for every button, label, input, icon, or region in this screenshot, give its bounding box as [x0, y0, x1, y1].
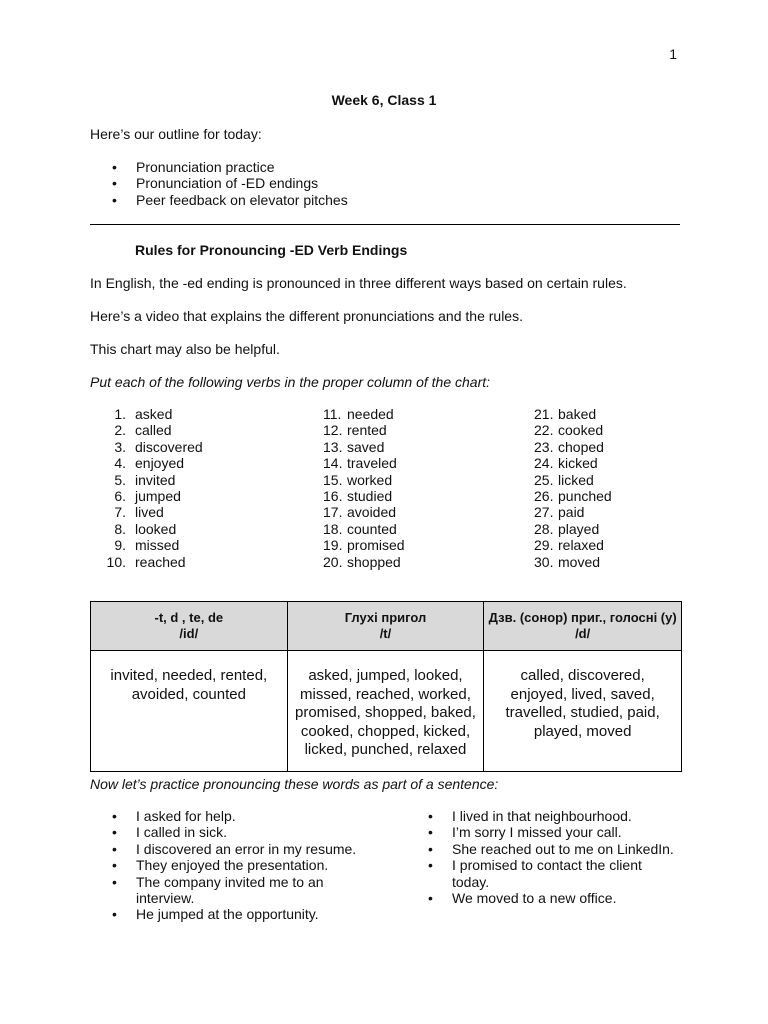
verb-item [102, 504, 203, 520]
page-number: 1 [669, 46, 677, 62]
verb-word: promised [347, 537, 405, 554]
chart-header-cell: Дзв. (сонор) приг., голосні (у) /d/ [484, 602, 682, 651]
verb-number: 29. [534, 537, 554, 554]
verb-item [102, 537, 203, 553]
verb-word: jumped [135, 488, 181, 505]
verb-number: 1. [114, 406, 126, 422]
practice-sentence: • We moved to a new office. [406, 890, 706, 906]
verb-item [534, 537, 612, 553]
instruction-text: Put each of the following verbs in the proper column of the chart: [90, 374, 491, 390]
chart-header-cell: -t, d , te, de /id/ [91, 602, 288, 651]
verb-number: 13. [323, 438, 343, 455]
video-paragraph: Here’s a video that explains the different pronunciations and the rules. [90, 308, 523, 324]
verb-number: 8. [114, 520, 126, 537]
verb-word: lived [135, 504, 164, 521]
verb-word: discovered [135, 438, 203, 455]
page-title: Week 6, Class 1 [331, 92, 437, 108]
verb-word: called [135, 422, 172, 439]
verb-word: worked [347, 471, 393, 488]
verb-word: studied [347, 488, 393, 505]
verb-number: 4. [114, 455, 126, 472]
verb-word: avoided [347, 504, 397, 521]
practice-instruction: Now let’s practice pronouncing these words as part of a sentence: [90, 776, 499, 792]
practice-list-right [406, 808, 706, 906]
verb-word: paid [558, 504, 585, 521]
verb-item [323, 537, 405, 553]
practice-sentence: • The company invited me to an interview. [90, 874, 336, 907]
verb-word: licked [558, 471, 594, 488]
practice-sentence: • I’m sorry I missed your call. [406, 824, 706, 840]
verb-list-column-1 [102, 406, 203, 570]
verb-number: 17. [323, 504, 343, 521]
verb-number: 3. [114, 438, 126, 455]
verb-list-column-2 [323, 406, 405, 570]
verb-number: 19. [323, 537, 343, 554]
verb-number: 14. [323, 455, 343, 472]
verb-number: 30. [534, 553, 554, 570]
verb-word: reached [135, 553, 186, 570]
verb-word: kicked [558, 455, 598, 472]
verb-item [102, 472, 203, 488]
practice-sentence: • He jumped at the opportunity. [90, 906, 390, 922]
verb-number: 26. [534, 488, 554, 505]
verb-word: baked [558, 406, 597, 422]
verb-item [534, 455, 612, 471]
verb-item [323, 521, 405, 537]
rules-paragraph: In English, the -ed ending is pronounced in three different ways based on certain rules. [90, 275, 627, 291]
verb-word: punched [558, 488, 612, 505]
verb-word: asked [135, 406, 173, 422]
verb-word: moved [558, 553, 601, 570]
verb-item [534, 406, 612, 422]
verb-item [102, 422, 203, 438]
verb-number: 23. [534, 438, 554, 455]
verb-number: 7. [114, 504, 126, 521]
verb-number: 12. [323, 422, 343, 439]
verb-item [323, 455, 405, 471]
practice-sentence: • They enjoyed the presentation. [90, 857, 390, 873]
verb-word: rented [347, 422, 387, 439]
verb-item [323, 554, 405, 570]
verb-number: 28. [534, 520, 554, 537]
verb-number: 9. [114, 537, 126, 554]
practice-sentence: • I promised to contact the client today. [406, 857, 652, 890]
verb-word: missed [135, 537, 180, 554]
verb-item [102, 406, 203, 422]
verb-item [102, 554, 203, 570]
verb-number: 15. [323, 471, 343, 488]
verb-word: needed [347, 406, 394, 422]
chart-cell-d: called, discovered, enjoyed, lived, saved, travelled, studied, paid, played, moved [484, 651, 682, 772]
section-divider [90, 224, 680, 225]
verb-word: relaxed [558, 537, 604, 554]
outline-intro: Here’s our outline for today: [90, 126, 262, 142]
outline-item: • Pronunciation practice [90, 159, 390, 175]
chart-header-row [91, 602, 682, 651]
chart-body-row [91, 651, 682, 772]
verb-word: played [558, 520, 600, 537]
verb-item [534, 422, 612, 438]
verb-item [534, 439, 612, 455]
rules-heading: Rules for Pronouncing -ED Verb Endings [135, 242, 408, 258]
verb-word: saved [347, 438, 385, 455]
verb-number: 22. [534, 422, 554, 439]
verb-word: enjoyed [135, 455, 185, 472]
verb-item [323, 439, 405, 455]
practice-sentence: • I discovered an error in my resume. [90, 841, 390, 857]
verb-item [102, 521, 203, 537]
verb-item [102, 488, 203, 504]
practice-sentence: • She reached out to me on LinkedIn. [406, 841, 706, 857]
verb-number: 5. [114, 471, 126, 488]
verb-list-column-3 [534, 406, 612, 570]
chart-cell-t: asked, jumped, looked, missed, reached, worked, promised, shopped, baked, cooked, chopped, kicked, licked, punched, relaxed [287, 651, 484, 772]
verb-item [102, 455, 203, 471]
verb-word: cooked [558, 422, 604, 439]
practice-list-left [90, 808, 390, 923]
verb-item [323, 488, 405, 504]
verb-number: 6. [114, 488, 126, 505]
verb-number: 10. [106, 553, 126, 570]
verb-number: 27. [534, 504, 554, 521]
verb-item [323, 472, 405, 488]
practice-sentence: • I lived in that neighbourhood. [406, 808, 706, 824]
chart-cell-id: invited, needed, rented, avoided, counted [91, 651, 288, 772]
practice-sentence: • I called in sick. [90, 824, 390, 840]
verb-item [534, 488, 612, 504]
outline-item: • Peer feedback on elevator pitches [90, 192, 390, 208]
verb-word: traveled [347, 455, 397, 472]
verb-word: invited [135, 471, 176, 488]
verb-item [534, 472, 612, 488]
verb-number: 18. [323, 520, 343, 537]
verb-number: 11. [323, 406, 342, 422]
verb-item [323, 422, 405, 438]
verb-item [534, 554, 612, 570]
verb-word: shopped [347, 553, 401, 570]
verb-item [534, 521, 612, 537]
verb-number: 2. [114, 422, 126, 439]
verb-word: choped [558, 438, 604, 455]
verb-item [323, 406, 405, 422]
verb-item [323, 504, 405, 520]
verb-number: 21. [534, 406, 554, 422]
verb-word: looked [135, 520, 177, 537]
outline-item: • Pronunciation of -ED endings [90, 175, 390, 191]
verb-item [102, 439, 203, 455]
verb-item [534, 504, 612, 520]
chart-paragraph: This chart may also be helpful. [90, 341, 280, 357]
ed-endings-chart [90, 601, 682, 772]
verb-number: 16. [323, 488, 343, 505]
verb-word: counted [347, 520, 397, 537]
verb-number: 25. [534, 471, 554, 488]
outline-list [90, 159, 390, 208]
chart-header-cell: Глухі пригол /t/ [287, 602, 484, 651]
verb-number: 24. [534, 455, 554, 472]
practice-sentence: • I asked for help. [90, 808, 390, 824]
verb-number: 20. [323, 553, 343, 570]
